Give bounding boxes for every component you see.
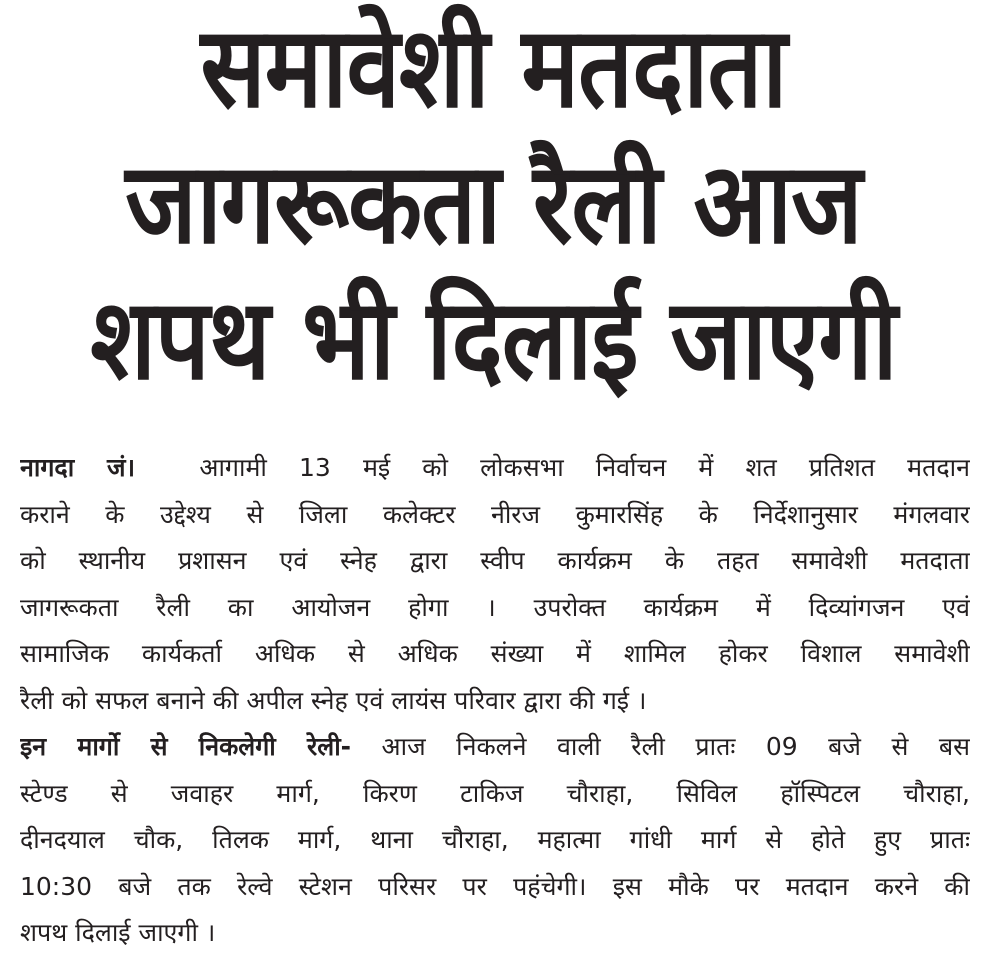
article-body [20, 445, 970, 957]
para2-line-1-text: आज निकलने वाली रैली प्रातः 09 बजे से बस [381, 732, 970, 761]
dateline: नागदा जं। [20, 453, 136, 482]
body-line-6: रैली को सफल बनाने की अपील स्नेह एवं लायंस परिवार द्वारा की गई । [20, 685, 647, 715]
body-line-9: दीनदयाल चौक, तिलक मार्ग, थाना चौराहा, महात्मा गांधी मार्ग से होते हुए प्रातः [20, 825, 970, 854]
body-line-1 [20, 445, 970, 492]
para1-line-1-text: आगामी 13 मई को लोकसभा निर्वाचन में शत प्रतिशत मतदान [199, 453, 970, 482]
body-line-4: जागरूकता रैली का आयोजन होगा । उपरोक्त कार्यक्रम में दिव्यांगजन एवं [20, 592, 970, 622]
headline-line-1: समावेशी मतदाता [200, 3, 787, 133]
body-line-3: को स्थानीय प्रशासन एवं स्नेह द्वारा स्वीप कार्यक्रम के तहत समावेशी मतदाता [20, 546, 970, 575]
body-line-11: शपथ दिलाई जाएगी । [20, 918, 216, 947]
body-line-10: 10:30 बजे तक रेल्वे स्टेशन परिसर पर पहंचेगी। इस मौके पर मतदान करने की [20, 871, 970, 901]
headline [0, 0, 987, 408]
subhead-routes: इन मार्गो से निकलेगी रेली- [20, 732, 352, 761]
body-line-5: सामाजिक कार्यकर्ता अधिक से अधिक संख्या में शामिल होकर विशाल समावेशी [20, 639, 970, 668]
body-line-2: कराने के उद्देश्य से जिला कलेक्टर नीरज कुमारसिंह के निर्देशानुसार मंगलवार [20, 499, 970, 529]
headline-line-3: शपथ भी दिलाई जाएगी [90, 275, 897, 405]
body-line-8: स्टेण्ड से जवाहर मार्ग, किरण टाकिज चौराहा, सिविल हॉस्पिटल चौराहा, [20, 778, 970, 808]
body-line-7 [20, 724, 970, 771]
headline-line-2: जागरूकता रैली आज [125, 139, 862, 269]
